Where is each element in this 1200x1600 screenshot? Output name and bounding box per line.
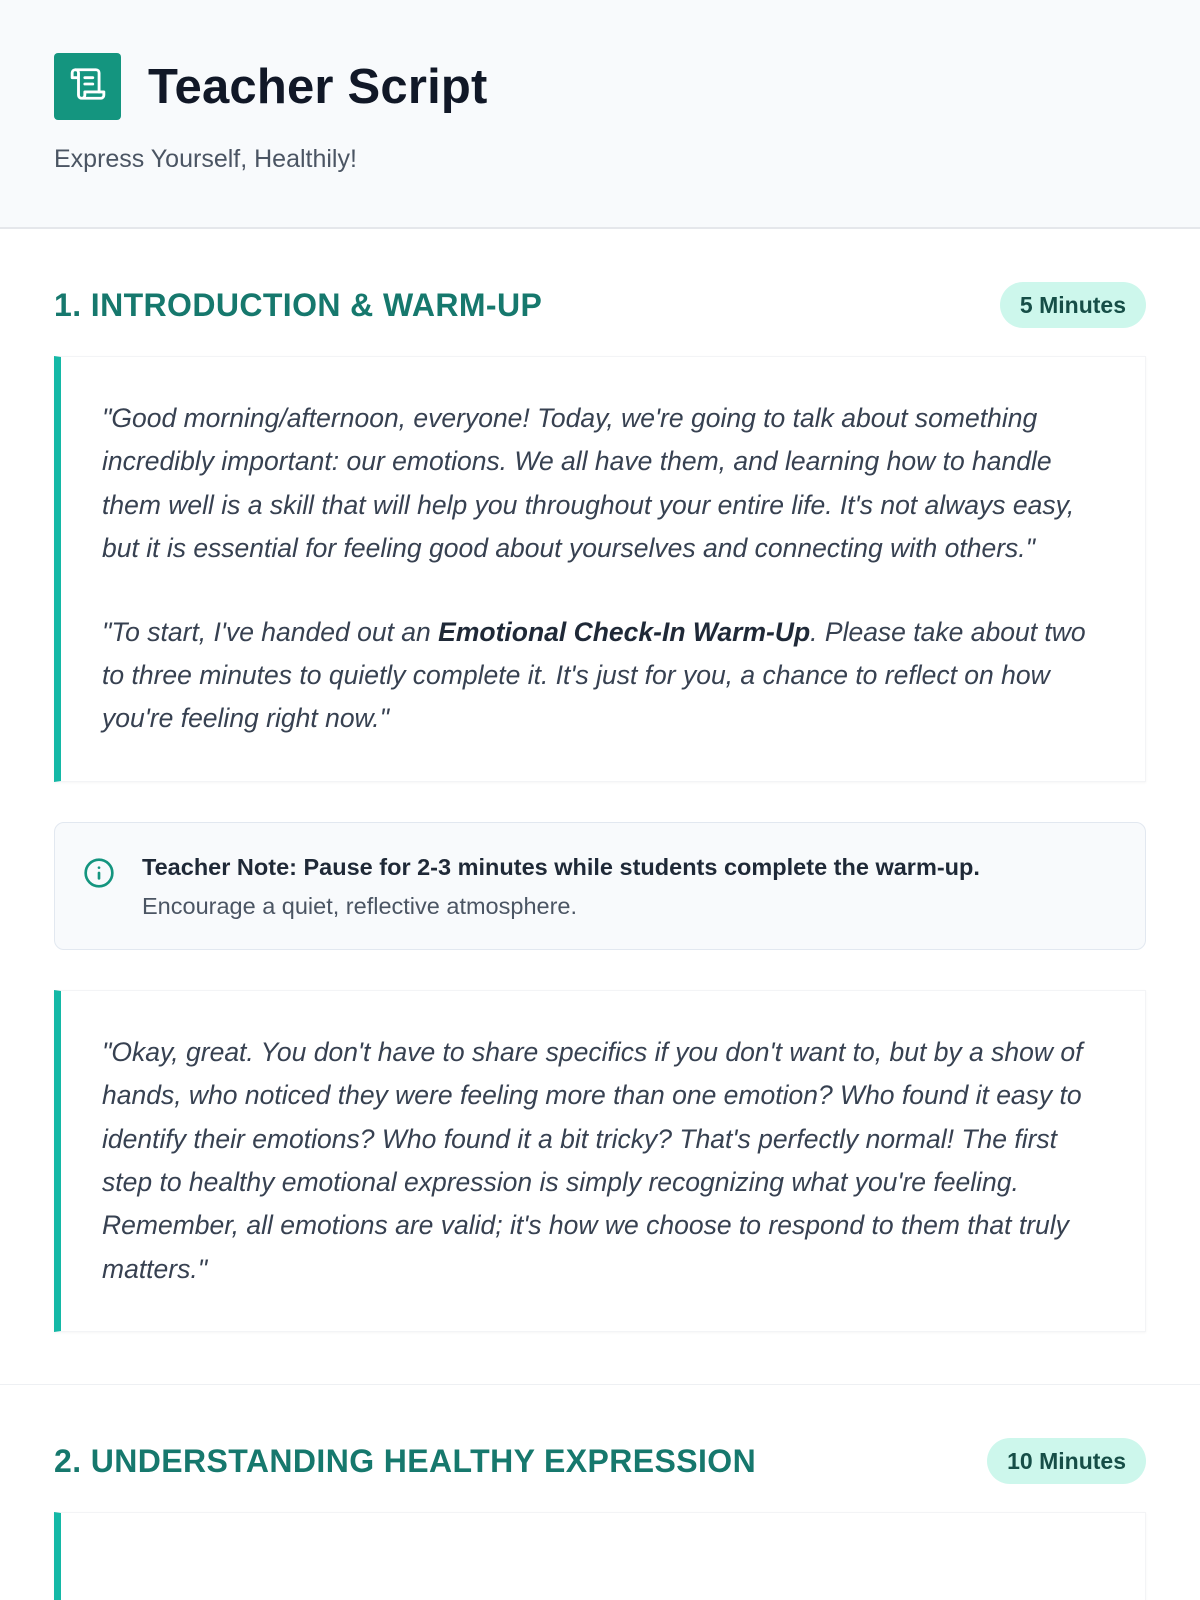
- script-text: . Please take about two to three minutes to quietly complete it. It's just for you, a chance to reflect on how you're feeling right now.": [102, 616, 1086, 734]
- page-subtitle: Express Yourself, Healthily!: [54, 145, 357, 173]
- note-body: [142, 852, 980, 921]
- logo: [54, 53, 121, 120]
- scroll-icon: [69, 65, 107, 108]
- note-title: Teacher Note: Pause for 2-3 minutes while students complete the warm-up.: [142, 853, 980, 880]
- script-paragraph: "Okay, great. You don't have to share specifics if you don't want to, but by a show of hands, who noticed they were feeling more than one emotion? Who found it easy to identify their emotions? Who found it a bit tricky? That's perfectly normal! The first step to healthy emotional expression is simply recognizing what you're feeling. Remember, all emotions are valid; it's how we choose to respond to them that truly matters.": [102, 1036, 1083, 1284]
- note-text: Encourage a quiet, reflective atmosphere.: [142, 892, 578, 919]
- section-title: 1. INTRODUCTION & WARM-UP: [54, 286, 543, 323]
- section-title: 2. UNDERSTANDING HEALTHY EXPRESSION: [54, 1442, 757, 1479]
- worksheet-name: Emotional Check-In Warm-Up: [438, 616, 811, 647]
- info-icon: [83, 857, 115, 889]
- duration-badge: 5 Minutes: [1000, 282, 1146, 328]
- section-header: [54, 1437, 1146, 1485]
- script-paragraph: [102, 611, 1105, 741]
- teacher-note: [54, 822, 1146, 950]
- section-understanding: [0, 1385, 1200, 1600]
- duration-badge: 10 Minutes: [987, 1438, 1146, 1484]
- script-block: [54, 356, 1146, 782]
- page-title: Teacher Script: [148, 59, 488, 114]
- header-row: [54, 53, 1146, 120]
- section-header: [54, 281, 1146, 329]
- script-block: [54, 990, 1146, 1332]
- section-introduction: [0, 229, 1200, 1385]
- page-header: [0, 0, 1200, 229]
- script-text: "To start, I've handed out an: [102, 616, 439, 647]
- script-block: [54, 1512, 1146, 1600]
- script-paragraph: "Good morning/afternoon, everyone! Today, we're going to talk about something incredibly important: our emotions. We all have them, and learning how to handle them well is a skill that will help you throughout your entire life. It's not always easy, but it is essential for feeling good about yourselves and connecting with others.": [102, 403, 1075, 564]
